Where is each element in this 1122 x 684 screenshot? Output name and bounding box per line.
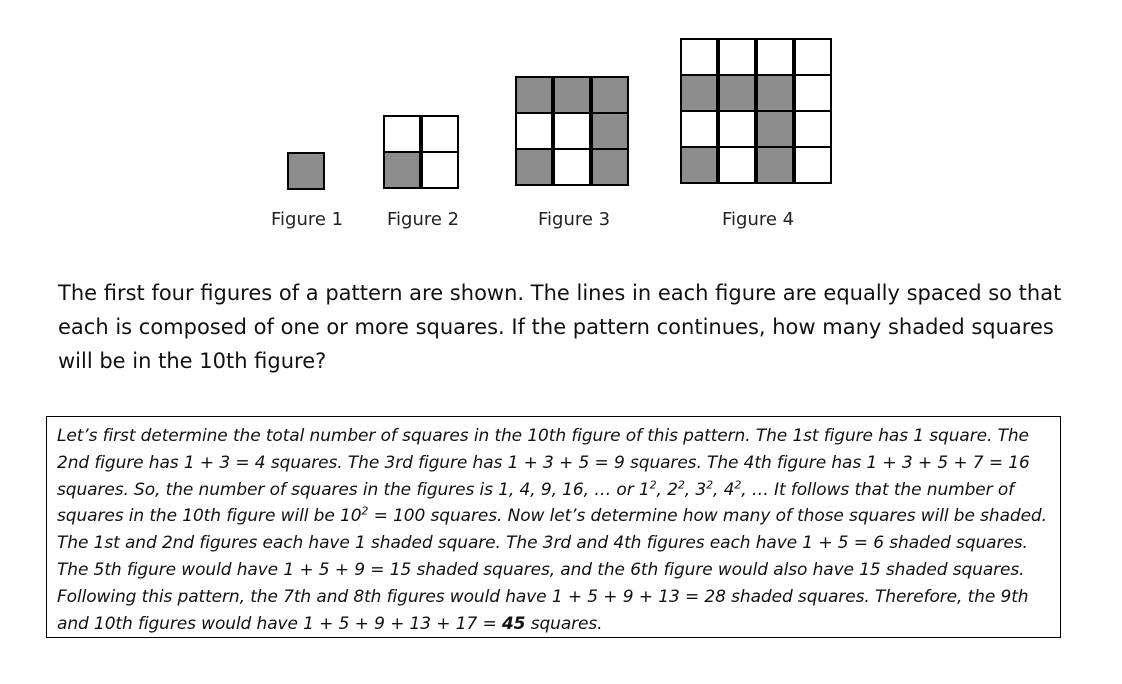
- unshaded-square: [794, 146, 832, 184]
- superscript-2: 2: [361, 504, 369, 518]
- shaded-square: [756, 74, 794, 112]
- answer-value: 45: [501, 613, 526, 634]
- unshaded-square: [794, 74, 832, 112]
- solution-part-1: Let’s first determine the total number of squares in the 10th figure of this pattern. The 1st figure has 1 square. The 2nd figure has 1 + 3 = 4 squares. The 3rd figure has 1 + 3 + 5 = 9 squares. The 4th figure has 1 + 3 + 5 + 7 = 16 squares. So, the number of squares in the figures is 1, 4, 9, 16, … or 1: [57, 426, 1030, 500]
- shaded-square: [515, 76, 553, 114]
- superscript-2: 2: [734, 477, 742, 491]
- shaded-square: [680, 146, 718, 184]
- unshaded-square: [756, 38, 794, 76]
- solution-part-4: , 4: [713, 479, 735, 500]
- shaded-square: [553, 76, 591, 114]
- solution-part-3: , 3: [684, 479, 707, 500]
- unshaded-square: [680, 110, 718, 148]
- shaded-square: [756, 110, 794, 148]
- figure-2-label: Figure 2: [387, 209, 460, 230]
- solution-part-5: , … It follows that the number of squares in the 10th figure will be 10: [57, 479, 1015, 527]
- solution-part-7: squares.: [525, 613, 603, 634]
- figure-4-grid: [680, 38, 832, 182]
- solution-text: [57, 423, 1050, 637]
- shaded-square: [591, 76, 629, 114]
- unshaded-square: [718, 110, 756, 148]
- unshaded-square: [421, 115, 459, 153]
- solution-box: [46, 416, 1061, 638]
- unshaded-square: [794, 38, 832, 76]
- solution-part-2: , 2: [656, 479, 678, 500]
- solution-part-6: = 100 squares. Now let’s determine how many of those squares will be shaded. The 1st and 2nd figures each have 1 shaded square. The 3rd and 4th figures each have 1 + 5 = 6 shaded squares. The 5th figure would have 1 + 5 + 9 = 15 shaded squares, and the 6th figure would also have 15 shaded squares. Following this pattern, the 7th and 8th figures would have 1 + 5 + 9 + 13 = 28 shaded squares. Therefore, the 9th and 10th figures would have 1 + 5 + 9 + 13 + 17 =: [57, 506, 1047, 634]
- unshaded-square: [383, 115, 421, 153]
- shaded-square: [591, 112, 629, 150]
- unshaded-square: [553, 112, 591, 150]
- superscript-2: 2: [677, 477, 685, 491]
- figure-1-grid: [287, 152, 325, 188]
- unshaded-square: [718, 146, 756, 184]
- figure-3-grid: [515, 76, 629, 184]
- shaded-square: [515, 148, 553, 186]
- unshaded-square: [718, 38, 756, 76]
- figure-3-label: Figure 3: [538, 209, 611, 230]
- figure-2-grid: [383, 115, 459, 187]
- unshaded-square: [553, 148, 591, 186]
- unshaded-square: [515, 112, 553, 150]
- shaded-square: [756, 146, 794, 184]
- figure-4-label: Figure 4: [722, 209, 795, 230]
- superscript-2: 2: [706, 477, 714, 491]
- shaded-square: [287, 152, 325, 190]
- superscript-2: 2: [649, 477, 657, 491]
- question-text: The first four figures of a pattern are shown. The lines in each figure are equally spaced so that each is composed of one or more squares. If the pattern continues, how many shaded squares will be in the 10th figure?: [58, 281, 1062, 373]
- unshaded-square: [794, 110, 832, 148]
- shaded-square: [591, 148, 629, 186]
- shaded-square: [383, 151, 421, 189]
- unshaded-square: [680, 38, 718, 76]
- unshaded-square: [421, 151, 459, 189]
- figure-1-label: Figure 1: [271, 209, 344, 230]
- shaded-square: [680, 74, 718, 112]
- shaded-square: [718, 74, 756, 112]
